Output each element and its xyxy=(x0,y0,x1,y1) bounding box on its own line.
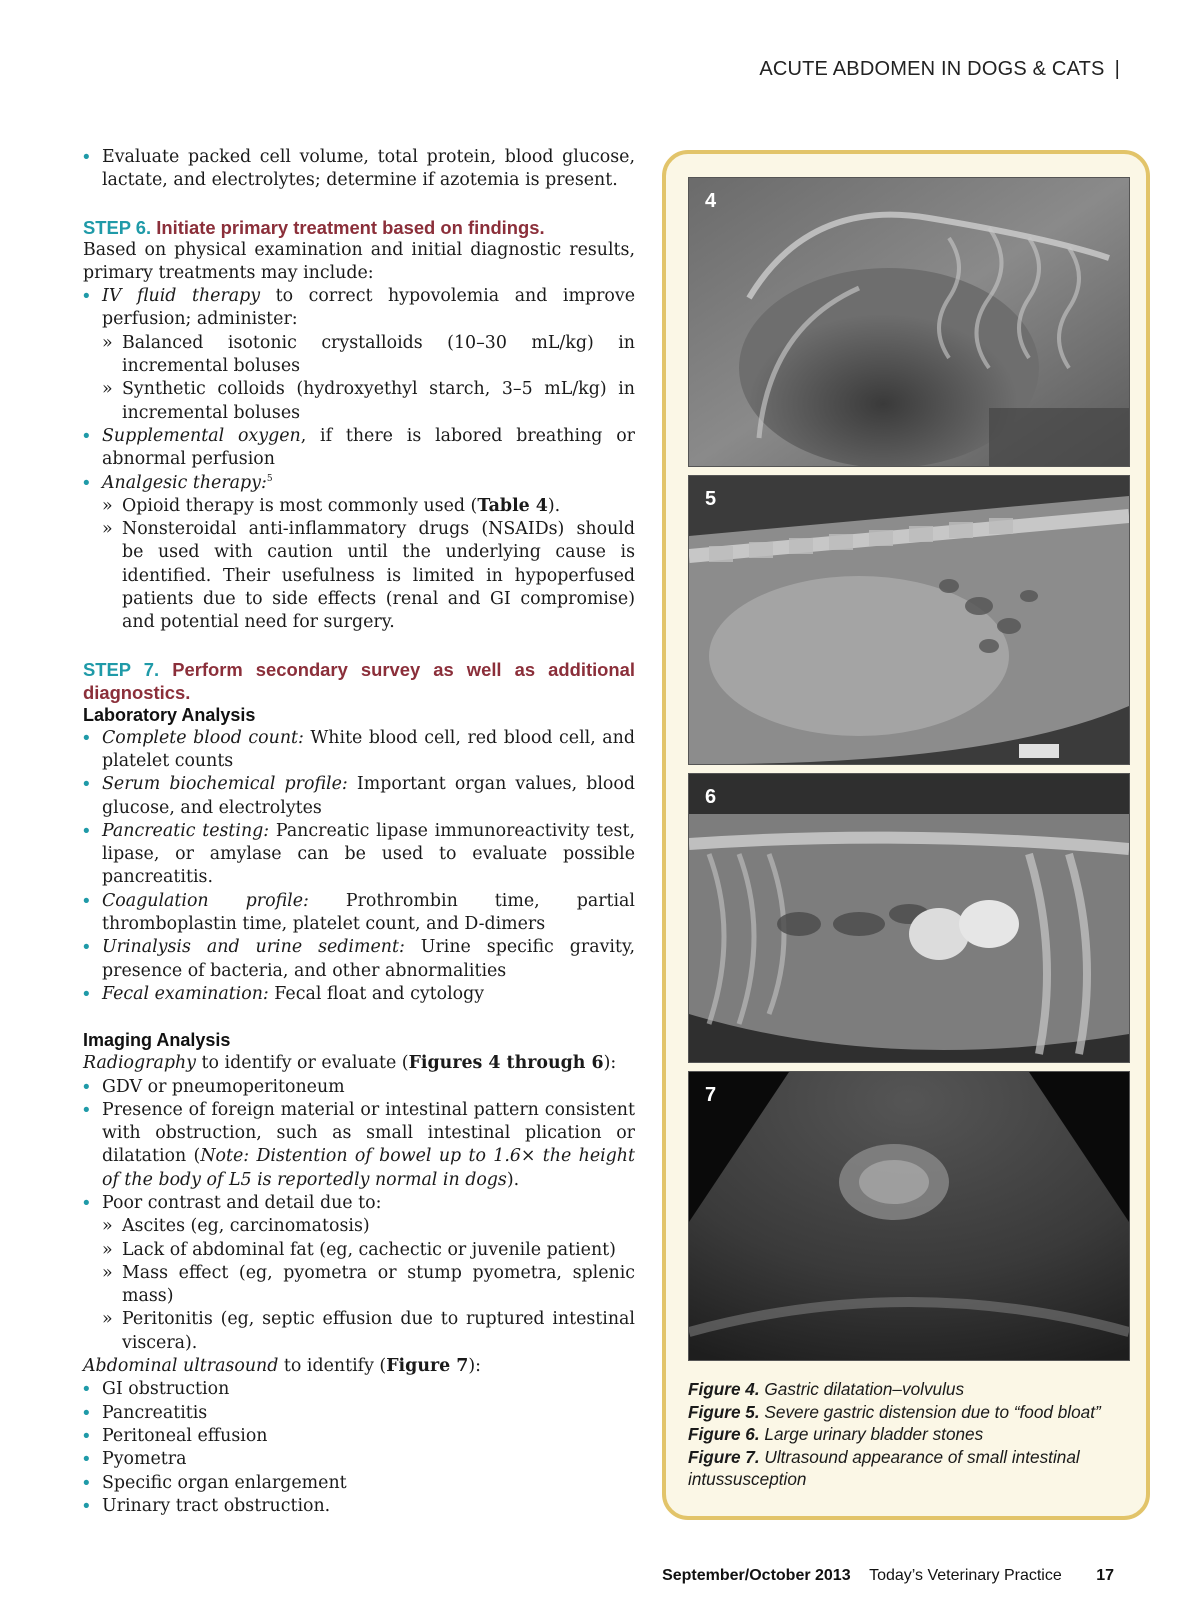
radiography-list xyxy=(83,1076,635,1356)
reference-superscript: 5 xyxy=(266,473,273,484)
figure-6-radiograph xyxy=(688,773,1130,1063)
figure-7-ultrasound xyxy=(688,1071,1130,1361)
list-item xyxy=(83,472,635,635)
list-item: • Serum biochemical profile: Important organ values, blood glucose, and electrolytes xyxy=(83,773,635,820)
sub-list-item: » Synthetic colloids (hydroxyethyl starch, 3–5 mL/kg) in incremental boluses xyxy=(102,378,635,425)
step7-title: Perform secondary survey as well as additional diagnostics. xyxy=(83,658,635,703)
running-head xyxy=(759,58,1120,81)
list-item: • Coagulation profile: Prothrombin time, partial thromboplastin time, platelet count, and D-dimers xyxy=(83,890,635,937)
figure-number: 5 xyxy=(705,488,717,510)
list-item: • Urinary tract obstruction. xyxy=(83,1495,635,1518)
figure-4-radiograph xyxy=(688,177,1130,467)
running-head-separator: | xyxy=(1114,58,1120,80)
list-item: • Evaluate packed cell volume, total protein, blood glucose, lactate, and electrolytes; determine if azotemia is present. xyxy=(83,146,635,193)
ultrasound-list xyxy=(83,1378,635,1518)
sub-list-item: » Lack of abdominal fat (eg, cachectic or juvenile patient) xyxy=(102,1239,635,1262)
list-item: • Fecal examination: Fecal float and cytology xyxy=(83,983,635,1006)
figure-number: 7 xyxy=(705,1084,717,1106)
main-text-column xyxy=(83,146,635,1518)
intro-list xyxy=(83,146,635,193)
step6-lead: Based on physical examination and initial diagnostic results, primary treatments may include: xyxy=(83,239,635,283)
step6-title: Initiate primary treatment based on findings. xyxy=(156,216,545,238)
oxygen-text: , if there is labored breathing or abnormal perfusion xyxy=(102,425,635,470)
sub-list-item: » Ascites (eg, carcinomatosis) xyxy=(102,1215,635,1238)
fluid-term: IV fluid therapy xyxy=(102,286,261,307)
figure-5-radiograph xyxy=(688,475,1130,765)
figure-reference: Figure 7 xyxy=(386,1356,469,1377)
list-item: • Specific organ enlargement xyxy=(83,1472,635,1495)
lab-heading: Laboratory Analysis xyxy=(83,704,256,725)
step6-list xyxy=(83,285,635,634)
step7-heading xyxy=(83,658,635,704)
sub-list-item: » Nonsteroidal anti-inflammatory drugs (NSAIDs) should be used with caution until the underlying cause is identified. Their usefulness is limited in hypoperfused patients due to side effects (renal and GI compromise) and potential need for surgery. xyxy=(102,518,635,634)
caption: Figure 4. Gastric dilatation–volvulus xyxy=(688,1379,965,1399)
fluid-sublist xyxy=(102,332,635,425)
list-item: • Presence of foreign material or intestinal pattern consistent with obstruction, such as small intestinal plication or dilatation (Note: Distention of bowel up to 1.6× the height of the body of L5 is reportedly normal in dogs). xyxy=(83,1099,635,1192)
list-item xyxy=(83,425,635,472)
figure-number: 4 xyxy=(705,190,717,212)
imaging-heading: Imaging Analysis xyxy=(83,1030,231,1051)
radiograph-image xyxy=(689,178,1129,466)
analgesic-sublist xyxy=(102,495,635,635)
list-item: • Poor contrast and detail due to: » Ascites (eg, carcinomatosis) » Lack of abdominal fat (eg, cachectic or juvenile patient) » Mass effect (eg, pyometra or stump pyometra, splenic mass) » Peritonitis (eg, septic effusion due to ruptured intestinal viscera). xyxy=(83,1192,635,1355)
table-reference: Table 4 xyxy=(477,495,548,516)
figure-captions xyxy=(688,1378,1128,1491)
sub-list-item: » Opioid therapy is most commonly used (Table 4). xyxy=(102,495,635,518)
poor-contrast-sublist xyxy=(102,1215,635,1355)
sub-list-item: » Balanced isotonic crystalloids (10–30 mL/kg) in incremental boluses xyxy=(102,332,635,379)
page-footer xyxy=(662,1567,1114,1585)
figure-number: 6 xyxy=(705,786,717,808)
list-item xyxy=(83,285,635,425)
sub-list-item: » Mass effect (eg, pyometra or stump pyometra, splenic mass) xyxy=(102,1262,635,1309)
step6-heading xyxy=(83,216,635,239)
radiography-lead: Radiography to identify or evaluate (Figures 4 through 6): xyxy=(83,1053,617,1074)
caption: Figure 6. Large urinary bladder stones xyxy=(688,1424,984,1444)
list-item: • Pancreatic testing: Pancreatic lipase immunoreactivity test, lipase, or amylase can be used to evaluate possible pancreatitis. xyxy=(83,820,635,890)
step7-number: STEP 7. xyxy=(83,658,160,680)
step6-number: STEP 6. xyxy=(83,216,152,238)
list-item: • Pyometra xyxy=(83,1448,635,1471)
list-item: • Peritoneal effusion xyxy=(83,1425,635,1448)
note-text: Note: Distention of bowel up to 1.6× the height of the body of L5 is reportedly normal in dogs xyxy=(102,1146,635,1190)
list-item: • GI obstruction xyxy=(83,1378,635,1401)
issue-date: September/October 2013 xyxy=(662,1567,851,1584)
analgesic-term: Analgesic therapy: xyxy=(102,472,267,493)
fluid-text: to correct hypovolemia and improve perfusion; administer: xyxy=(102,286,635,330)
figure-reference: Figures 4 through 6 xyxy=(408,1053,604,1074)
running-title: ACUTE ABDOMEN IN DOGS & CATS xyxy=(759,58,1105,80)
lab-list xyxy=(83,727,635,1007)
list-item: • GDV or pneumoperitoneum xyxy=(83,1076,635,1099)
list-item: • Pancreatitis xyxy=(83,1402,635,1425)
sub-list-item: » Peritonitis (eg, septic effusion due to ruptured intestinal viscera). xyxy=(102,1308,635,1355)
radiograph-image xyxy=(689,476,1129,764)
caption: Figure 5. Severe gastric distension due to “food bloat” xyxy=(688,1401,1101,1422)
caption: Figure 7. Ultrasound appearance of small intestinal intussusception xyxy=(688,1446,1080,1489)
ultrasound-lead: Abdominal ultrasound to identify (Figure 7): xyxy=(83,1356,481,1377)
page-number: 17 xyxy=(1096,1567,1114,1584)
magazine-name: Today’s Veterinary Practice xyxy=(869,1567,1062,1584)
ultrasound-image xyxy=(689,1072,1129,1360)
oxygen-term: Supplemental oxygen xyxy=(102,425,301,446)
list-item: • Complete blood count: White blood cell, red blood cell, and platelet counts xyxy=(83,727,635,774)
list-item: • Urinalysis and urine sediment: Urine specific gravity, presence of bacteria, and other abnormalities xyxy=(83,936,635,983)
radiograph-image xyxy=(689,774,1129,1062)
